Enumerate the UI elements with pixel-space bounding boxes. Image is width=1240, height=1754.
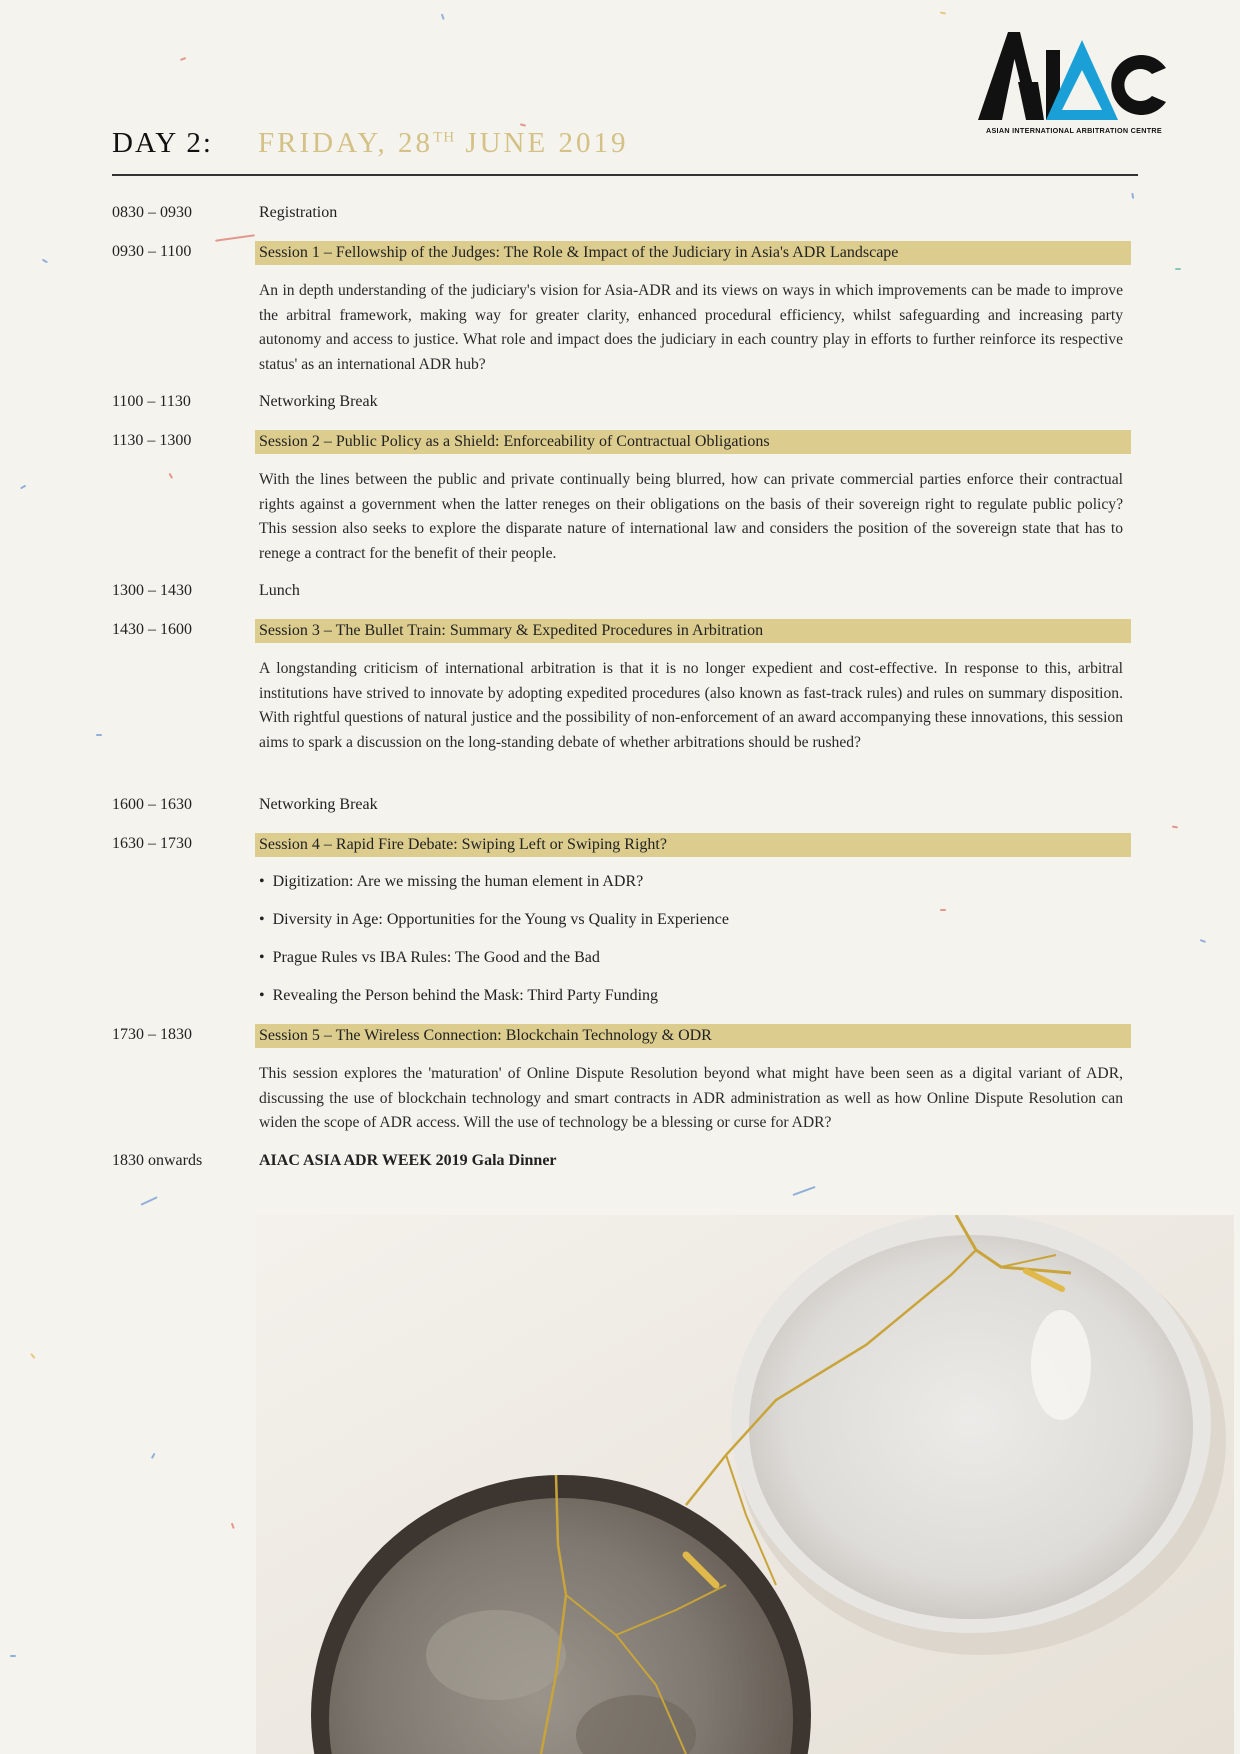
- date-suffix: JUNE 2019: [455, 127, 629, 159]
- session-5-title: Session 5 – The Wireless Connection: Blockchain Technology & ODR: [259, 1027, 712, 1044]
- session-4-bar: [255, 833, 1131, 857]
- logo-subtitle: ASIAN INTERNATIONAL ARBITRATION CENTRE: [985, 126, 1163, 135]
- session-5-description: This session explores the 'maturation' of Online Dispute Resolution beyond what might have been seen as a digital variant of ADR, discussing the use of blockchain technology and smart contracts in ADR administration as well as how Online Dispute Resolution can widen the scope of ADR access. Will the use of technology be a blessing or curse for ADR?: [259, 1065, 1123, 1131]
- date-ordinal: TH: [433, 129, 456, 146]
- day-label: DAY 2:: [112, 127, 213, 159]
- session-2-bar: [255, 430, 1131, 454]
- session-4-bullet: • Prague Rules vs IBA Rules: The Good and the Bad: [259, 949, 600, 967]
- header-rule: [112, 174, 1138, 176]
- agenda-item-lunch: Lunch: [259, 582, 300, 599]
- day-date: [258, 127, 628, 160]
- agenda-time: 1130 – 1300: [112, 432, 192, 449]
- date-prefix: FRIDAY, 28: [258, 127, 434, 159]
- session-2-title: Session 2 – Public Policy as a Shield: Enforceability of Contractual Obligations: [259, 433, 770, 450]
- agenda-time: 1100 – 1130: [112, 393, 191, 410]
- session-1-title: Session 1 – Fellowship of the Judges: The Role & Impact of the Judiciary in Asia's ADR Landscape: [259, 244, 899, 261]
- session-3-description: A longstanding criticism of international arbitration is that it is no longer expedient and cost-effective. In response to this, arbitral institutions have strived to innovate by adopting expedited procedures (also known as fast-track rules) and rules on summary disposition. With rightful questions of natural justice and the possibility of non-enforcement of an award accompanying these innovations, this session aims to spark a discussion on the long-standing debate of whether arbitrations should be rushed?: [259, 660, 1123, 751]
- session-2-description: With the lines between the public and private continually being blurred, how can private commercial parties enforce their contractual rights against a government when the latter reneges on their obligations on the basis of their sovereign right to regulate public policy? This session also seeks to explore the disparate nature of international law and considers the position of the sovereign state that has to renege a contract for the benefit of their people.: [259, 471, 1123, 562]
- session-1-description: An in depth understanding of the judiciary's vision for Asia-ADR and its views on ways in which improvements can be made to improve the arbitral framework, making way for greater clarity, enhanced procedural efficiency, whilst safeguarding and increasing party autonomy and access to justice. What role and impact does the judiciary in each country play in efforts to further reinforce its respective status' as an international ADR hub?: [259, 282, 1123, 373]
- aiac-logo: [978, 32, 1170, 140]
- kintsugi-bowls-photo: [256, 1215, 1234, 1754]
- session-1-bar: [255, 241, 1131, 265]
- agenda-time: 1430 – 1600: [112, 621, 192, 638]
- session-3-title: Session 3 – The Bullet Train: Summary & Expedited Procedures in Arbitration: [259, 622, 764, 639]
- agenda-time: 1830 onwards: [112, 1152, 203, 1169]
- session-3-bar: [255, 619, 1131, 643]
- session-4-title: Session 4 – Rapid Fire Debate: Swiping Left or Swiping Right?: [259, 836, 667, 853]
- agenda-time: 0830 – 0930: [112, 204, 192, 221]
- agenda-item-gala-dinner: AIAC ASIA ADR WEEK 2019 Gala Dinner: [259, 1152, 557, 1169]
- agenda-time: 1730 – 1830: [112, 1026, 192, 1043]
- agenda-item-networking-break: Networking Break: [259, 796, 378, 813]
- session-4-bullet: • Diversity in Age: Opportunities for the Young vs Quality in Experience: [259, 911, 729, 929]
- session-4-bullet: • Revealing the Person behind the Mask: Third Party Funding: [259, 987, 658, 1005]
- aiac-logo-mark: [978, 32, 1170, 124]
- agenda-item-networking-break: Networking Break: [259, 393, 378, 410]
- agenda-time: 0930 – 1100: [112, 243, 192, 260]
- agenda-item-registration: Registration: [259, 204, 338, 221]
- session-4-bullet: • Digitization: Are we missing the human element in ADR?: [259, 873, 643, 891]
- session-5-bar: [255, 1024, 1131, 1048]
- agenda-time: 1600 – 1630: [112, 796, 192, 813]
- agenda-time: 1630 – 1730: [112, 835, 192, 852]
- agenda-time: 1300 – 1430: [112, 582, 192, 599]
